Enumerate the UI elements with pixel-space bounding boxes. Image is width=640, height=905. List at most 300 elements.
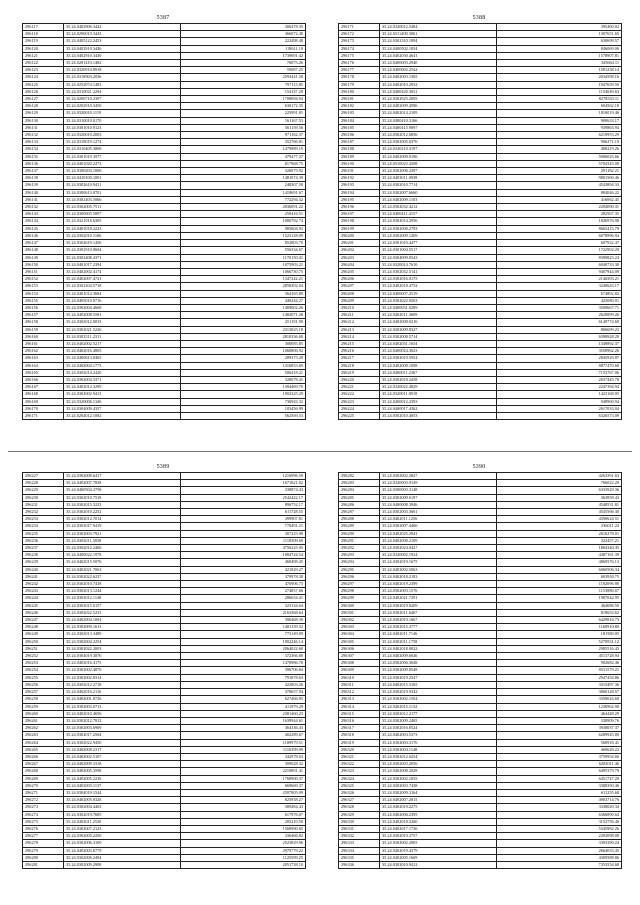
table-row <box>339 559 622 566</box>
table-cell: 35.24.0400003.2940 <box>380 60 497 67</box>
table-cell: 35.24.0301019.3977 <box>64 153 181 160</box>
table-cell: 296264 <box>23 739 64 746</box>
table-cell: 35.24.0300613.0701 <box>64 189 181 196</box>
table-row <box>23 146 306 153</box>
table-cell: 35.24.0302003.2056 <box>380 761 497 768</box>
table-row <box>339 74 622 81</box>
table-cell: 296142 <box>23 204 64 211</box>
table-cell: 35.24.0401014.3684 <box>64 290 181 297</box>
table-cell: 8665415.79 <box>497 225 622 232</box>
table-cell: 468498.45 <box>181 559 306 566</box>
table-cell: 6203011.46 <box>497 761 622 768</box>
table-row <box>339 261 622 268</box>
table-cell: 35.24.0302009.8327 <box>380 326 497 333</box>
table-cell: 342978.63 <box>181 753 306 760</box>
table-cell: 6289945.80 <box>497 732 622 739</box>
table-cell: 35.24.0302019.7685 <box>64 811 181 818</box>
table-cell: 296160 <box>23 333 64 340</box>
table-cell: 296141 <box>23 196 64 203</box>
table-row <box>23 312 306 319</box>
table-cell: 627466.85 <box>181 696 306 703</box>
table-cell: 896752.17 <box>181 501 306 508</box>
table-row <box>23 588 306 595</box>
table-cell: 2051738.10 <box>181 861 306 868</box>
table-cell: 1236962.90 <box>497 703 622 710</box>
table-cell: 296149 <box>23 254 64 261</box>
table-cell: 3060128.57 <box>497 689 622 696</box>
table-cell: 35.24.0302018.2458 <box>380 376 497 383</box>
table-row <box>339 319 622 326</box>
table-row <box>339 660 622 667</box>
page-number: 5389 <box>156 464 170 470</box>
table-cell: 296313 <box>339 696 380 703</box>
table-cell: 296258 <box>23 696 64 703</box>
table-cell: 469626.22 <box>497 746 622 753</box>
table-cell: 4543894.33 <box>497 182 622 189</box>
table-cell: 35.24.0402002.5063 <box>380 566 497 573</box>
table-cell: 35.24.0302009.1613 <box>64 624 181 631</box>
table-row <box>23 775 306 782</box>
table-cell: 35.24.0402015.3165 <box>380 681 497 688</box>
table-row <box>23 681 306 688</box>
table-cell: 296252 <box>23 653 64 660</box>
table-cell: 296259 <box>23 703 64 710</box>
table-cell: 296215 <box>339 340 380 347</box>
table-cell: 2542422.17 <box>181 494 306 501</box>
table-cell: 35.24.0402018.4752 <box>380 283 497 290</box>
table-row <box>23 530 306 537</box>
table-row <box>23 487 306 494</box>
table-cell: 396468.39 <box>181 617 306 624</box>
table-cell: 35.24.0302022.6237 <box>64 573 181 580</box>
table-row <box>339 355 622 362</box>
table-row <box>23 833 306 840</box>
table-row <box>339 739 622 746</box>
table-cell: 2617033.04 <box>497 405 622 412</box>
page-panel <box>22 463 304 869</box>
table-cell: 35.24.0400502.1054 <box>380 45 497 52</box>
table-row <box>339 840 622 847</box>
table-cell: 296167 <box>23 384 64 391</box>
table-cell: 35.24.0302019.2547 <box>380 674 497 681</box>
table-row <box>339 60 622 67</box>
table-cell: 296147 <box>23 240 64 247</box>
page-panel <box>338 14 620 420</box>
table-cell: 296175 <box>339 52 380 59</box>
table-row <box>23 398 306 405</box>
table-cell: 296128 <box>23 103 64 110</box>
table-row <box>23 376 306 383</box>
table-cell: 296176 <box>339 60 380 67</box>
table-cell: 35.24.0402008.2317 <box>64 746 181 753</box>
table-row <box>23 624 306 631</box>
table-cell: 806699.23 <box>497 326 622 333</box>
table-cell: 35.24.0402002.5107 <box>64 753 181 760</box>
table-cell: 103456.99 <box>181 405 306 412</box>
table-cell: 296217 <box>339 355 380 362</box>
table-cell: 35.24.0300003.3148 <box>380 487 497 494</box>
table-row <box>339 552 622 559</box>
table-cell: 1478986.78 <box>181 660 306 667</box>
table-cell: 35.24.0400002.2542 <box>380 67 497 74</box>
table-cell: 296118 <box>23 31 64 38</box>
table-cell: 378657.94 <box>181 689 306 696</box>
table-cell: 35.24.0302004.3371 <box>64 376 181 383</box>
table-cell: 561159.56 <box>181 124 306 131</box>
table-cell: 296146 <box>23 232 64 239</box>
data-table <box>338 23 622 420</box>
table-cell: 35.24.0320002.1924 <box>380 552 497 559</box>
table-cell: 35.24.0402014.2109 <box>380 110 497 117</box>
table-cell: 296280 <box>23 854 64 861</box>
table-cell: 296179 <box>339 81 380 88</box>
table-cell: 35.24.0300005.5897 <box>64 211 181 218</box>
table-cell: 884046.22 <box>497 189 622 196</box>
table-cell: 1153880.07 <box>497 588 622 595</box>
table-cell: 35.24.0302003.6969 <box>64 725 181 732</box>
table-cell: 296202 <box>339 247 380 254</box>
table-cell: 296148 <box>23 247 64 254</box>
table-cell: 396706.84 <box>181 667 306 674</box>
table-row <box>339 31 622 38</box>
table-cell: 35.24.0310023.4308 <box>380 160 497 167</box>
table-row <box>339 595 622 602</box>
table-row <box>23 609 306 616</box>
table-row <box>339 581 622 588</box>
table-cell: 296164 <box>23 362 64 369</box>
table-cell: 296188 <box>339 146 380 153</box>
table-row <box>23 746 306 753</box>
table-cell: 296257 <box>23 689 64 696</box>
table-cell: 35.24.0302009.8548 <box>380 667 497 674</box>
table-cell: 825938.27 <box>181 797 306 804</box>
table-cell: 562569.53 <box>181 412 306 419</box>
table-cell: 35.24.0402016.2116 <box>64 689 181 696</box>
table-cell: 35.24.0302006.2397 <box>380 168 497 175</box>
table-cell: 296137 <box>23 168 64 175</box>
table-cell: 222498.48 <box>181 38 306 45</box>
table-row <box>339 247 622 254</box>
table-cell: 421829.27 <box>181 566 306 573</box>
table-row <box>23 31 306 38</box>
table-cell: 296156 <box>23 304 64 311</box>
table-cell: 296214 <box>339 333 380 340</box>
table-cell: 35.24.0402021.7063 <box>64 566 181 573</box>
table-cell: 35.24.0320011.8918 <box>380 391 497 398</box>
table-cell: 323134.64 <box>181 602 306 609</box>
table-cell: 296192 <box>339 175 380 182</box>
table-cell: 296221 <box>339 384 380 391</box>
table-row <box>339 624 622 631</box>
table-cell: 35.24.0302009.2465 <box>380 717 497 724</box>
table-cell: 296203 <box>339 254 380 261</box>
table-row <box>339 103 622 110</box>
table-cell: 296206 <box>339 276 380 283</box>
table-row <box>339 96 622 103</box>
table-cell: 35.24.0402002.4174 <box>64 268 181 275</box>
table-cell: 1523128.09 <box>181 232 306 239</box>
table-cell: 1154049.63 <box>497 88 622 95</box>
table-row <box>23 103 306 110</box>
table-cell: 1481074.39 <box>181 175 306 182</box>
table-cell: 35.24.0402018.3260 <box>380 818 497 825</box>
table-cell: 35.24.0401017.2394 <box>64 261 181 268</box>
table-cell: 35.24.0302910.0604 <box>64 247 181 254</box>
table-row <box>339 566 622 573</box>
table-cell: 35.24.0400411.4157 <box>380 211 497 218</box>
table-cell: 35.24.0302002.1035 <box>380 775 497 782</box>
table-row <box>23 74 306 81</box>
table-cell: 35.24.0402021.7291 <box>380 595 497 602</box>
table-cell: 35.24.0302003.3176 <box>380 739 497 746</box>
table-cell: 296227 <box>23 473 64 480</box>
table-cell: 35.24.0302008.2793 <box>380 225 497 232</box>
table-row <box>339 487 622 494</box>
table-row <box>23 854 306 861</box>
table-cell: 35.24.0402019.2399 <box>380 581 497 588</box>
table-cell: 296216 <box>339 348 380 355</box>
table-cell: 296187 <box>339 139 380 146</box>
table-cell: 35.24.0302008.6417 <box>64 473 181 480</box>
table-row <box>23 362 306 369</box>
table-cell: 35.24.0402004.1004 <box>64 617 181 624</box>
table-cell: 7353554.68 <box>497 861 622 868</box>
table-cell: 328078.41 <box>181 376 306 383</box>
table-cell: 296242 <box>23 581 64 588</box>
table-cell: 296231 <box>23 501 64 508</box>
table-row <box>339 761 622 768</box>
table-cell: 251191.90 <box>181 319 306 326</box>
page-divider <box>8 451 632 452</box>
table-cell: 35.24.0402009.3318 <box>64 761 181 768</box>
table-cell: 35.24.0402007.4721 <box>64 276 181 283</box>
table-cell: 6398928.20 <box>497 333 622 340</box>
table-cell: 35.24.0302403.5066 <box>64 196 181 203</box>
table-cell: 296124 <box>23 74 64 81</box>
table-row <box>23 182 306 189</box>
table-cell: 568918.41 <box>497 739 622 746</box>
table-cell: 35.24.0281410.1482 <box>64 60 181 67</box>
table-cell: 296229 <box>23 487 64 494</box>
table-row <box>23 261 306 268</box>
table-row <box>339 124 622 131</box>
table-cell: 4487161.39 <box>497 552 622 559</box>
table-cell: 296169 <box>23 398 64 405</box>
table-row <box>339 516 622 523</box>
table-cell: 296278 <box>23 840 64 847</box>
table-cell: 35.24.0402016.4175 <box>64 660 181 667</box>
table-cell: 1739691.42 <box>181 52 306 59</box>
table-cell: 900633.17 <box>497 117 622 124</box>
table-cell: 6366890.64 <box>497 811 622 818</box>
table-cell: 35.24.0320010.1119 <box>64 110 181 117</box>
table-cell: 296286 <box>339 501 380 508</box>
table-cell: 296119 <box>23 38 64 45</box>
table-cell: 296303 <box>339 624 380 631</box>
table-cell: 778491.21 <box>181 523 306 530</box>
table-cell: 35.24.0402003.1305 <box>380 74 497 81</box>
table-cell: 296186 <box>339 132 380 139</box>
table-row <box>339 146 622 153</box>
table-cell: 296157 <box>23 312 64 319</box>
table-row <box>23 240 306 247</box>
table-cell: 464086.59 <box>497 602 622 609</box>
table-cell: 6495379.79 <box>497 768 622 775</box>
table-cell: 35.24.0402008.5581 <box>64 312 181 319</box>
table-cell: 35.24.0302204.5718 <box>64 283 181 290</box>
table-row <box>339 480 622 487</box>
table-cell: 296195 <box>339 196 380 203</box>
table-cell: 35.24.0401018.2223 <box>64 225 181 232</box>
table-cell: 35.24.0302012.1148 <box>64 595 181 602</box>
table-cell: 1416853.69 <box>181 362 306 369</box>
table-cell: 5704345.08 <box>497 160 622 167</box>
table-cell: 819653.62 <box>497 609 622 616</box>
table-cell: 35.24.0302012.2177 <box>380 710 497 717</box>
table-cell: 35.24.0302011.1758 <box>380 638 497 645</box>
table-cell: 345664.11 <box>497 60 622 67</box>
table-cell: 35.24.0402010.4656 <box>64 710 181 717</box>
table-cell: 35.24.0402017.1736 <box>380 825 497 832</box>
table-row <box>23 674 306 681</box>
table-cell: 35.24.0302310.1894 <box>380 38 497 45</box>
table-cell: 35.24.0302012.6254 <box>380 753 497 760</box>
table-cell: 296145 <box>23 225 64 232</box>
table-cell: 35.24.0302010.7418 <box>64 581 181 588</box>
table-cell: 296130 <box>23 117 64 124</box>
table-cell: 1816019.46 <box>497 110 622 117</box>
table-row <box>339 225 622 232</box>
table-cell: 296316 <box>339 717 380 724</box>
table-cell: 1116399.09 <box>181 746 306 753</box>
table-cell: 296245 <box>23 602 64 609</box>
table-row <box>23 189 306 196</box>
table-cell: 2616278.01 <box>497 530 622 537</box>
table-cell: 35.24.0302015.3777 <box>380 624 497 631</box>
table-cell: 296326 <box>339 789 380 796</box>
table-cell: 296189 <box>339 153 380 160</box>
table-cell: 296297 <box>339 581 380 588</box>
table-cell: 4548531.81 <box>497 501 622 508</box>
table-cell: 296269 <box>23 775 64 782</box>
table-cell: 296140 <box>23 189 64 196</box>
table-cell: 35.24.0402009.0196 <box>380 153 497 160</box>
table-cell: 1481159.52 <box>181 624 306 631</box>
table-cell: 35.24.0302017.2564 <box>64 732 181 739</box>
table-cell: 2064022.60 <box>181 645 306 652</box>
table-cell: 35.24.0402016.4805 <box>64 348 181 355</box>
table-cell: 35.24.0302610.1456 <box>64 240 181 247</box>
table-cell: 1189979.51 <box>181 739 306 746</box>
table-cell: 35.24.0402009.4596 <box>380 103 497 110</box>
table-cell: 2845929.87 <box>497 355 622 362</box>
table-cell: 35.24.0401020.2273 <box>64 160 181 167</box>
table-cell: 35.24.0310010.0170 <box>64 117 181 124</box>
table-cell: 35.24.0405122.2453 <box>64 38 181 45</box>
table-row <box>23 537 306 544</box>
table-row <box>339 804 622 811</box>
table-row <box>339 369 622 376</box>
table-row <box>23 384 306 391</box>
table-row <box>339 376 622 383</box>
table-cell: 35.24.0302004.2254 <box>64 638 181 645</box>
table-cell: 1581238.14 <box>497 67 622 74</box>
table-cell: 35.24.0402005.1669 <box>380 854 497 861</box>
table-cell: 35.24.0320210.3197 <box>380 146 497 153</box>
table-cell: 3315497.36 <box>497 681 622 688</box>
table-cell: 395460.02 <box>497 24 622 31</box>
data-table <box>22 23 306 420</box>
table-cell: 296151 <box>23 268 64 275</box>
table-cell: 35.24.0302010.2252 <box>64 509 181 516</box>
table-cell: 296240 <box>23 566 64 573</box>
table-cell: 35.24.0410100.1001 <box>64 175 181 182</box>
table-row <box>339 175 622 182</box>
table-cell: 2034598.16 <box>497 74 622 81</box>
table-cell: 35.24.0302002.9413 <box>64 391 181 398</box>
table-cell: 1075903.21 <box>181 261 306 268</box>
table-cell: 296117 <box>23 24 64 31</box>
table-row <box>23 480 306 487</box>
table-cell: 2836091.22 <box>181 204 306 211</box>
table-cell: 364336.43 <box>181 725 306 732</box>
table-cell: 296265 <box>23 746 64 753</box>
table-cell: 603930.75 <box>497 573 622 580</box>
table-cell: 3938037.37 <box>497 725 622 732</box>
table-cell: 35.24.0320006.1346 <box>64 398 181 405</box>
table-cell: 4545566.30 <box>497 509 622 516</box>
table-cell: 35.24.0321018.6305 <box>64 218 181 225</box>
table-cell: 296281 <box>23 861 64 868</box>
table-cell: 181580.05 <box>497 631 622 638</box>
table-cell: 35.24.0320014.7610 <box>380 261 497 268</box>
table-cell: 296232 <box>23 509 64 516</box>
table-cell: 296283 <box>339 480 380 487</box>
data-table <box>22 472 306 869</box>
table-row <box>23 290 306 297</box>
table-row <box>23 297 306 304</box>
table-cell: 948960.94 <box>497 398 622 405</box>
table-row <box>23 24 306 31</box>
table-cell: 9801560.46 <box>497 175 622 182</box>
table-cell: 296271 <box>23 789 64 796</box>
table-row <box>23 653 306 660</box>
table-cell: 35.24.0402005.2216 <box>64 775 181 782</box>
table-cell: 630172.35 <box>181 103 306 110</box>
table-cell: 35.24.0400008.3946 <box>380 501 497 508</box>
table-cell: 35.24.0302925.2695 <box>380 96 497 103</box>
table-row <box>339 153 622 160</box>
table-cell: 35.24.0402011.3609 <box>380 312 497 319</box>
table-cell: 35.24.0302002.3847 <box>380 473 497 480</box>
table-cell: 296235 <box>23 530 64 537</box>
table-row <box>23 247 306 254</box>
table-cell: 35.24.0302011.3938 <box>64 537 181 544</box>
table-cell: 669669.37 <box>181 782 306 789</box>
table-cell: 296299 <box>339 595 380 602</box>
table-cell: 2381460.23 <box>181 710 306 717</box>
table-cell: 35.24.0302010.7714 <box>380 182 497 189</box>
table-cell: 296166 <box>23 376 64 383</box>
page-number: 5387 <box>156 15 170 21</box>
table-row <box>23 710 306 717</box>
table-row <box>339 696 622 703</box>
table-row <box>339 674 622 681</box>
table-row <box>339 703 622 710</box>
table-cell: 296194 <box>339 189 380 196</box>
table-cell: 35.24.0302005.0376 <box>380 139 497 146</box>
table-row <box>23 232 306 239</box>
